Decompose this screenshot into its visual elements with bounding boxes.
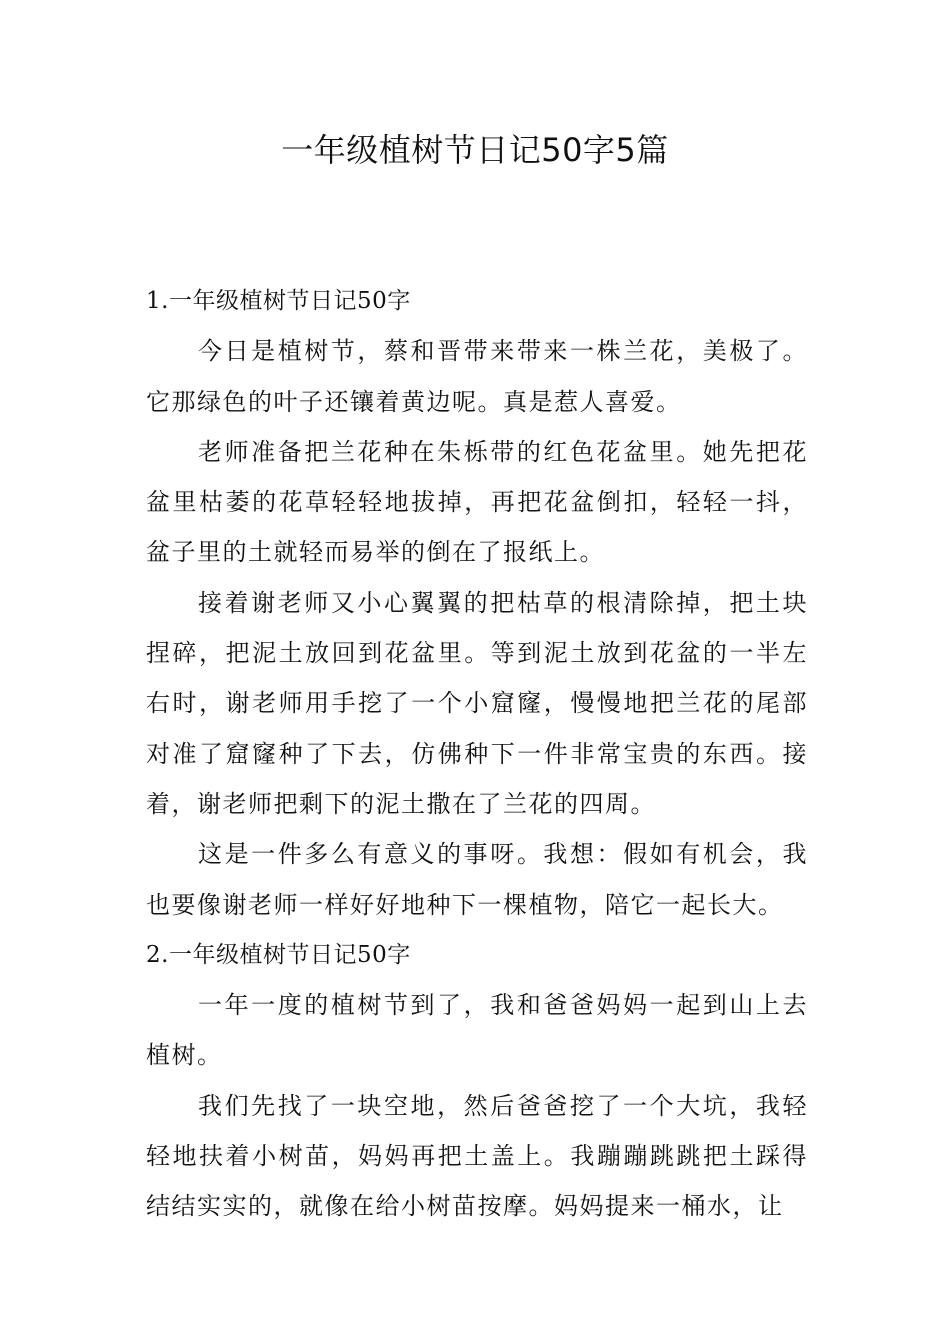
- paragraph: 老师准备把兰花种在朱栎带的红色花盆里。她先把花盆里枯萎的花草轻轻地拔掉，再把花盆倒扣，轻轻一抖，盆子里的土就轻而易举的倒在了报纸上。: [146, 437, 808, 567]
- section-2: [146, 930, 808, 1232]
- paragraph: 我们先找了一块空地，然后爸爸挖了一个大坑，我轻轻地扶着小树苗，妈妈再把土盖上。我蹦蹦跳跳把土踩得结结实实的，就像在给小树苗按摩。妈妈提来一桶水，让: [146, 1091, 808, 1221]
- document-body: [146, 276, 808, 1232]
- paragraph: 今日是植树节，蔡和晋带来带来一株兰花，美极了。它那绿色的叶子还镶着黄边呢。真是惹人喜爱。: [146, 337, 808, 416]
- section-heading: 1.一年级植树节日记50字: [146, 288, 411, 314]
- paragraph: 接着谢老师又小心翼翼的把枯草的根清除掉，把土块捏碎，把泥土放回到花盆里。等到泥土放到花盆的一半左右时，谢老师用手挖了一个小窟窿，慢慢地把兰花的尾部对准了窟窿种了下去，仿佛种下一件非常宝贵的东西。接着，谢老师把剩下的泥土撒在了兰花的四周。: [146, 588, 808, 818]
- section-heading: 2.一年级植树节日记50字: [146, 941, 411, 968]
- document-title: 一年级植树节日记50字5篇: [281, 131, 669, 169]
- paragraph: 一年一度的植树节到了，我和爸爸妈妈一起到山上去植树。: [146, 991, 808, 1070]
- paragraph: 这是一件多么有意义的事呀。我想：假如有机会，我也要像谢老师一样好好地种下一棵植物，陪它一起长大。: [146, 840, 808, 919]
- section-1: [146, 276, 808, 930]
